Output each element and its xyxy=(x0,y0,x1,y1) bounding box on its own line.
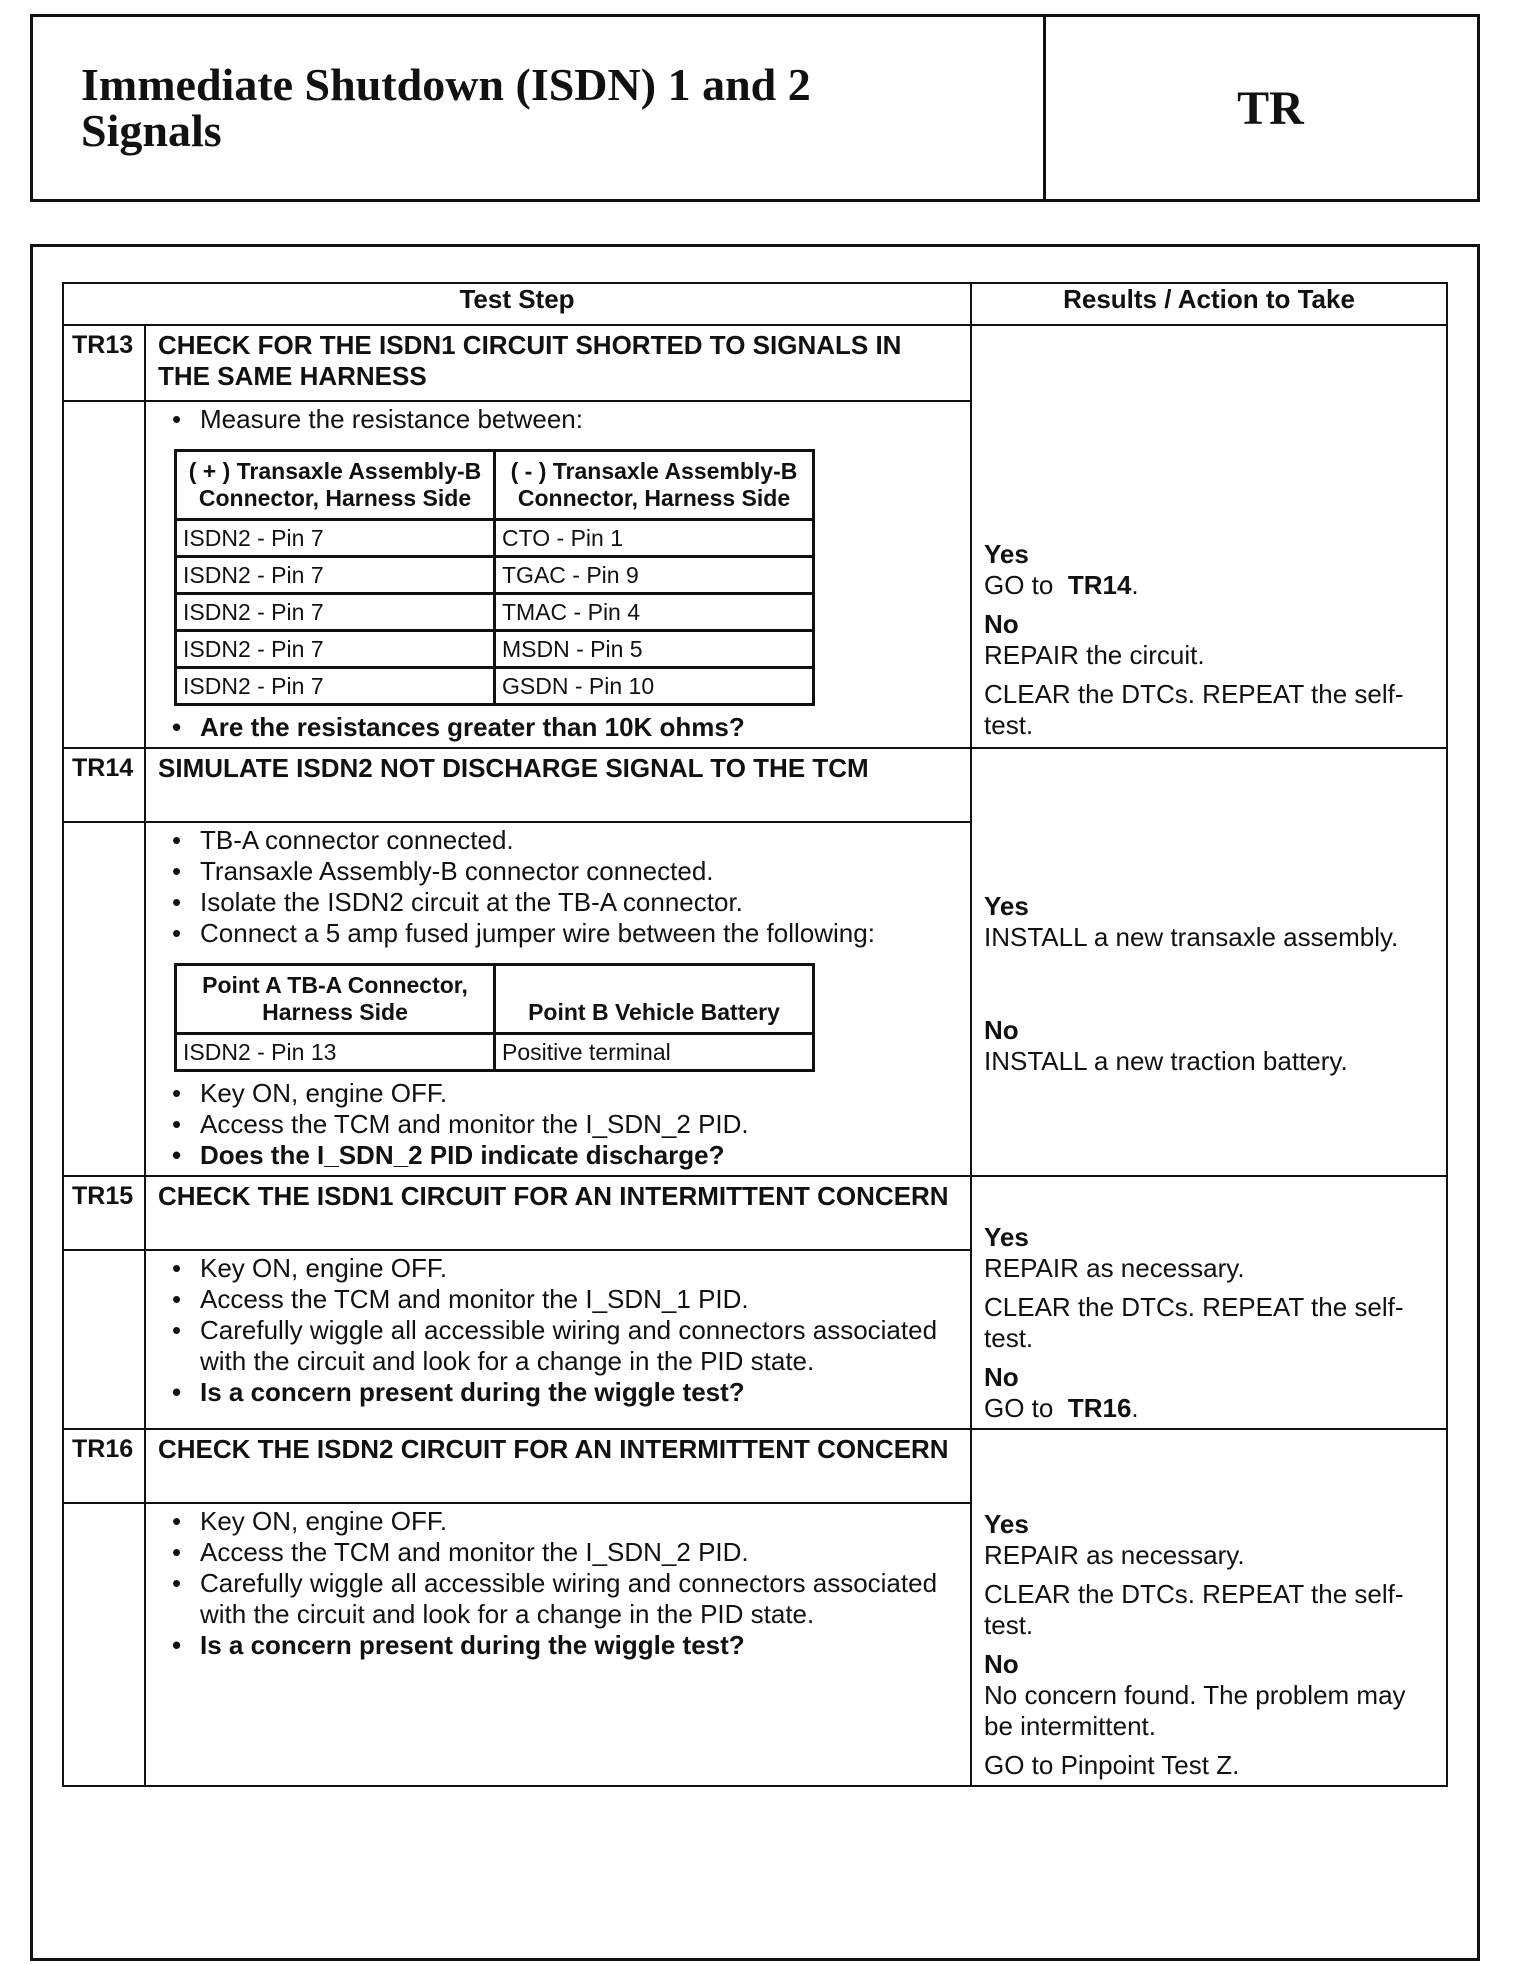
step-question: • Are the resistances greater than 10K ohms? xyxy=(160,712,960,743)
yes-label: Yes xyxy=(984,539,1029,569)
step-results xyxy=(971,748,1447,1176)
step-bullet: • Connect a 5 amp fused jumper wire between the following: xyxy=(160,918,960,949)
step-bullet: • Key ON, engine OFF. xyxy=(160,1253,960,1284)
table-row xyxy=(176,668,814,705)
sub-header-point-b: Point B Vehicle Battery xyxy=(495,965,814,1034)
yes-go-text: GO to xyxy=(984,570,1054,600)
table-row xyxy=(176,594,814,631)
no-action: REPAIR the circuit. xyxy=(984,640,1205,670)
sub-header-point-a: Point A TB-A Connector, Harness Side xyxy=(176,965,495,1034)
step-bullet: • Measure the resistance between: xyxy=(160,404,960,435)
cell: ISDN2 - Pin 7 xyxy=(176,594,495,631)
resistance-table xyxy=(174,449,815,706)
no-action: INSTALL a new traction battery. xyxy=(984,1046,1348,1076)
cell: CTO - Pin 1 xyxy=(495,520,814,557)
yes-dot: . xyxy=(1131,570,1139,600)
no-label: No xyxy=(984,1015,1019,1045)
table-row xyxy=(176,557,814,594)
step-title: CHECK THE ISDN2 CIRCUIT FOR AN INTERMITTENT CONCERN xyxy=(145,1429,971,1503)
no-label: No xyxy=(984,1362,1019,1392)
section-code: TR xyxy=(1237,81,1304,135)
step-title: SIMULATE ISDN2 NOT DISCHARGE SIGNAL TO THE TCM xyxy=(145,748,971,822)
cell: ISDN2 - Pin 7 xyxy=(176,668,495,705)
step-body xyxy=(145,1503,971,1786)
step-code: TR16 xyxy=(63,1429,145,1503)
yes-action: REPAIR as necessary. xyxy=(984,1253,1245,1283)
step-code: TR15 xyxy=(63,1176,145,1250)
jumper-table xyxy=(174,963,815,1072)
step-title: CHECK FOR THE ISDN1 CIRCUIT SHORTED TO SIGNALS IN THE SAME HARNESS xyxy=(145,325,971,401)
step-row-tr14 xyxy=(63,748,1447,822)
yes-label: Yes xyxy=(984,1509,1029,1539)
step-bullet: • Access the TCM and monitor the I_SDN_2 PID. xyxy=(160,1537,960,1568)
yes-label: Yes xyxy=(984,1222,1029,1252)
cell: ISDN2 - Pin 7 xyxy=(176,631,495,668)
step-bullet: • Carefully wiggle all accessible wiring and connectors associated with the circuit and look for a change in the PID state. xyxy=(160,1568,960,1630)
cell: MSDN - Pin 5 xyxy=(495,631,814,668)
table-row xyxy=(176,631,814,668)
no-action: GO to Pinpoint Test Z. xyxy=(984,1750,1240,1780)
cell: ISDN2 - Pin 7 xyxy=(176,557,495,594)
title-cell xyxy=(33,17,1046,199)
title-box xyxy=(30,14,1480,202)
cell: TGAC - Pin 9 xyxy=(495,557,814,594)
yes-action: REPAIR as necessary. xyxy=(984,1540,1245,1570)
cell: GSDN - Pin 10 xyxy=(495,668,814,705)
step-code: TR13 xyxy=(63,325,145,401)
sub-header-negative: ( - ) Transaxle Assembly-B Connector, Harness Side xyxy=(495,451,814,520)
sub-header-positive: ( + ) Transaxle Assembly-B Connector, Harness Side xyxy=(176,451,495,520)
table-row xyxy=(176,520,814,557)
no-label: No xyxy=(984,609,1019,639)
yes-label: Yes xyxy=(984,891,1029,921)
step-results xyxy=(971,1176,1447,1429)
step-question: • Does the I_SDN_2 PID indicate discharge? xyxy=(160,1140,960,1171)
test-step-table xyxy=(62,282,1448,1787)
step-code: TR14 xyxy=(63,748,145,822)
no-dot: . xyxy=(1131,1393,1139,1423)
step-title: CHECK THE ISDN1 CIRCUIT FOR AN INTERMITTENT CONCERN xyxy=(145,1176,971,1250)
cell: Positive terminal xyxy=(495,1034,814,1071)
yes-action: CLEAR the DTCs. REPEAT the self-test. xyxy=(984,1579,1404,1640)
step-results xyxy=(971,1429,1447,1786)
step-bullet: • Access the TCM and monitor the I_SDN_2 PID. xyxy=(160,1109,960,1140)
step-question: • Is a concern present during the wiggle test? xyxy=(160,1377,960,1408)
header-results: Results / Action to Take xyxy=(971,283,1447,325)
no-action xyxy=(984,1393,1436,1424)
step-bullet: • TB-A connector connected. xyxy=(160,825,960,856)
step-bullet: • Key ON, engine OFF. xyxy=(160,1078,960,1109)
yes-action: INSTALL a new transaxle assembly. xyxy=(984,922,1399,952)
step-bullet: • Carefully wiggle all accessible wiring and connectors associated with the circuit and look for a change in the PID state. xyxy=(160,1315,960,1377)
step-row-tr15 xyxy=(63,1176,1447,1250)
step-bullet: • Transaxle Assembly-B connector connected. xyxy=(160,856,960,887)
cell: ISDN2 - Pin 7 xyxy=(176,520,495,557)
header-test-step: Test Step xyxy=(63,283,971,325)
table-header-row xyxy=(63,283,1447,325)
table-row xyxy=(176,1034,814,1071)
step-results xyxy=(971,325,1447,748)
step-body xyxy=(145,1250,971,1429)
no-action: CLEAR the DTCs. REPEAT the self-test. xyxy=(984,679,1404,740)
no-label: No xyxy=(984,1649,1019,1679)
step-bullet: • Isolate the ISDN2 circuit at the TB-A connector. xyxy=(160,887,960,918)
tr14-ref: TR14 xyxy=(1067,570,1132,600)
step-question: • Is a concern present during the wiggle test? xyxy=(160,1630,960,1661)
yes-action xyxy=(984,570,1436,601)
step-row-tr16 xyxy=(63,1429,1447,1503)
yes-action: CLEAR the DTCs. REPEAT the self-test. xyxy=(984,1292,1404,1353)
no-go-text: GO to xyxy=(984,1393,1054,1423)
step-body xyxy=(145,401,971,748)
cell: ISDN2 - Pin 13 xyxy=(176,1034,495,1071)
page-title: Immediate Shutdown (ISDN) 1 and 2 Signals xyxy=(81,59,811,156)
tr16-ref: TR16 xyxy=(1067,1393,1132,1423)
no-action: No concern found. The problem may be intermittent. xyxy=(984,1680,1406,1741)
step-bullet: • Access the TCM and monitor the I_SDN_1 PID. xyxy=(160,1284,960,1315)
step-row-tr13 xyxy=(63,325,1447,401)
step-bullet: • Key ON, engine OFF. xyxy=(160,1506,960,1537)
cell: TMAC - Pin 4 xyxy=(495,594,814,631)
step-body xyxy=(145,822,971,1176)
